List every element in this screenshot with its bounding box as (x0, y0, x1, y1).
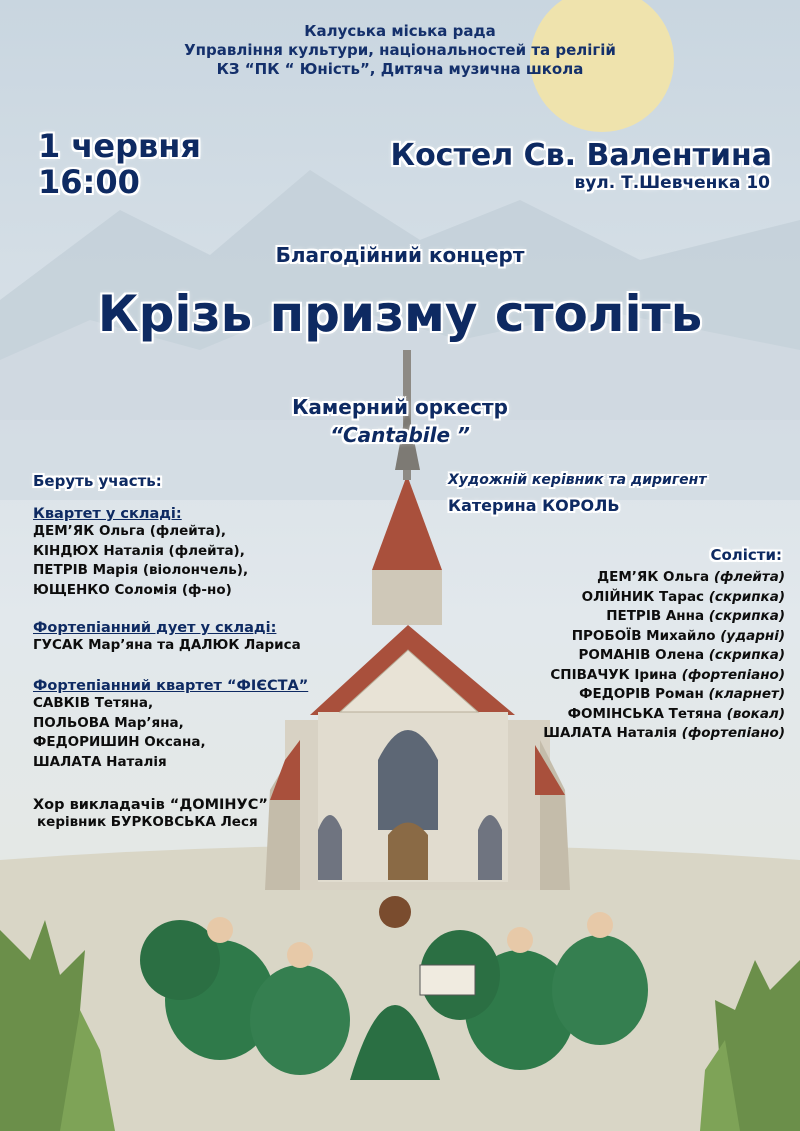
duet-group (33, 620, 301, 656)
soloist-instrument: (скрипка) (708, 608, 785, 624)
piano-quartet-member: ФЕДОРИШИН Оксана, (33, 734, 206, 750)
event-time: 16:00 (38, 163, 140, 201)
event-type: Благодійний концерт (275, 243, 525, 267)
duet-heading: Фортепіанний дует у складі: (33, 620, 277, 636)
piano-quartet-heading: Фортепіанний квартет “ФІЄСТА” (33, 678, 309, 694)
soloist-name: СПІВАЧУК Ірина (550, 666, 677, 683)
venue-name: Костел Св. Валентина (390, 138, 772, 173)
quartet-member: ЮЩЕНКО Соломія (ф-но) (33, 581, 232, 598)
participants-heading: Беруть участь: (33, 472, 162, 490)
soloist-name: РОМАНІВ Олена (578, 647, 705, 663)
choir-heading: Хор викладачів “ДОМІНУС” (33, 797, 268, 813)
choir-leader: керівник БУРКОВСЬКА Леся (37, 814, 258, 830)
soloist-name: ФОМІНСЬКА Тетяна (567, 705, 722, 722)
piano-quartet-member: ШАЛАТА Наталія (33, 753, 167, 770)
soloist-item (543, 646, 785, 666)
quartet-member: ДЕМ’ЯК Ольга (флейта), (33, 523, 227, 539)
soloist-name: ПЕТРІВ Анна (606, 608, 705, 624)
orchestra-label: Камерний оркестр (292, 395, 508, 419)
soloist-item (543, 705, 785, 725)
soloist-instrument: (фортепіано) (681, 725, 785, 741)
organizers-block (150, 22, 650, 79)
soloists-heading: Солісти: (710, 546, 782, 564)
soloist-instrument: (скрипка) (708, 588, 785, 605)
soloist-name: ШАЛАТА Наталія (543, 725, 677, 741)
director-role: Художній керівник та диригент (448, 472, 707, 488)
soloist-name: ОЛІЙНИК Тарас (581, 588, 705, 605)
soloist-instrument: (ударні) (720, 627, 785, 644)
soloist-item (543, 627, 785, 647)
soloist-item (543, 607, 785, 627)
concert-title: Крізь призму століть (97, 285, 703, 343)
orchestra-name: “Cantabile ” (330, 423, 470, 447)
venue-address: вул. Т.Шевченка 10 (574, 173, 770, 193)
soloists-list (543, 568, 785, 744)
event-date: 1 червня (38, 127, 201, 165)
soloist-item (543, 685, 785, 705)
organizer-line: КЗ “ПК “ Юність”, Дитяча музична школа (216, 60, 584, 78)
organizer-line: Калуська міська рада (304, 22, 496, 40)
piano-quartet-group (33, 678, 308, 772)
director-name: Катерина КОРОЛЬ (448, 496, 620, 515)
choir-group (33, 797, 268, 833)
soloist-name: ДЕМ’ЯК Ольга (597, 569, 710, 585)
soloist-item (543, 724, 785, 744)
soloist-item (543, 666, 785, 686)
soloist-instrument: (скрипка) (708, 647, 785, 663)
soloist-item (543, 588, 785, 608)
duet-member: ГУСАК Мар’яна та ДАЛЮК Лариса (33, 637, 301, 653)
soloist-name: ФЕДОРІВ Роман (579, 686, 704, 702)
soloist-name: ПРОБОЇВ Михайло (571, 627, 716, 644)
quartet-member: ПЕТРІВ Марія (віолончель), (33, 562, 249, 578)
soloist-instrument: (флейта) (713, 569, 785, 585)
soloist-instrument: (фортепіано) (681, 666, 785, 683)
piano-quartet-member: ПОЛЬОВА Мар’яна, (33, 714, 184, 731)
piano-quartet-member: САВКІВ Тетяна, (33, 695, 154, 711)
soloist-instrument: (вокал) (726, 705, 785, 722)
soloist-instrument: (кларнет) (708, 686, 785, 702)
quartet-member: КІНДЮХ Наталія (флейта), (33, 542, 245, 559)
quartet-heading: Квартет у складі: (33, 506, 182, 522)
organizer-line: Управління культури, національностей та релігій (184, 41, 616, 59)
quartet-group (33, 506, 248, 600)
soloist-item (543, 568, 785, 588)
